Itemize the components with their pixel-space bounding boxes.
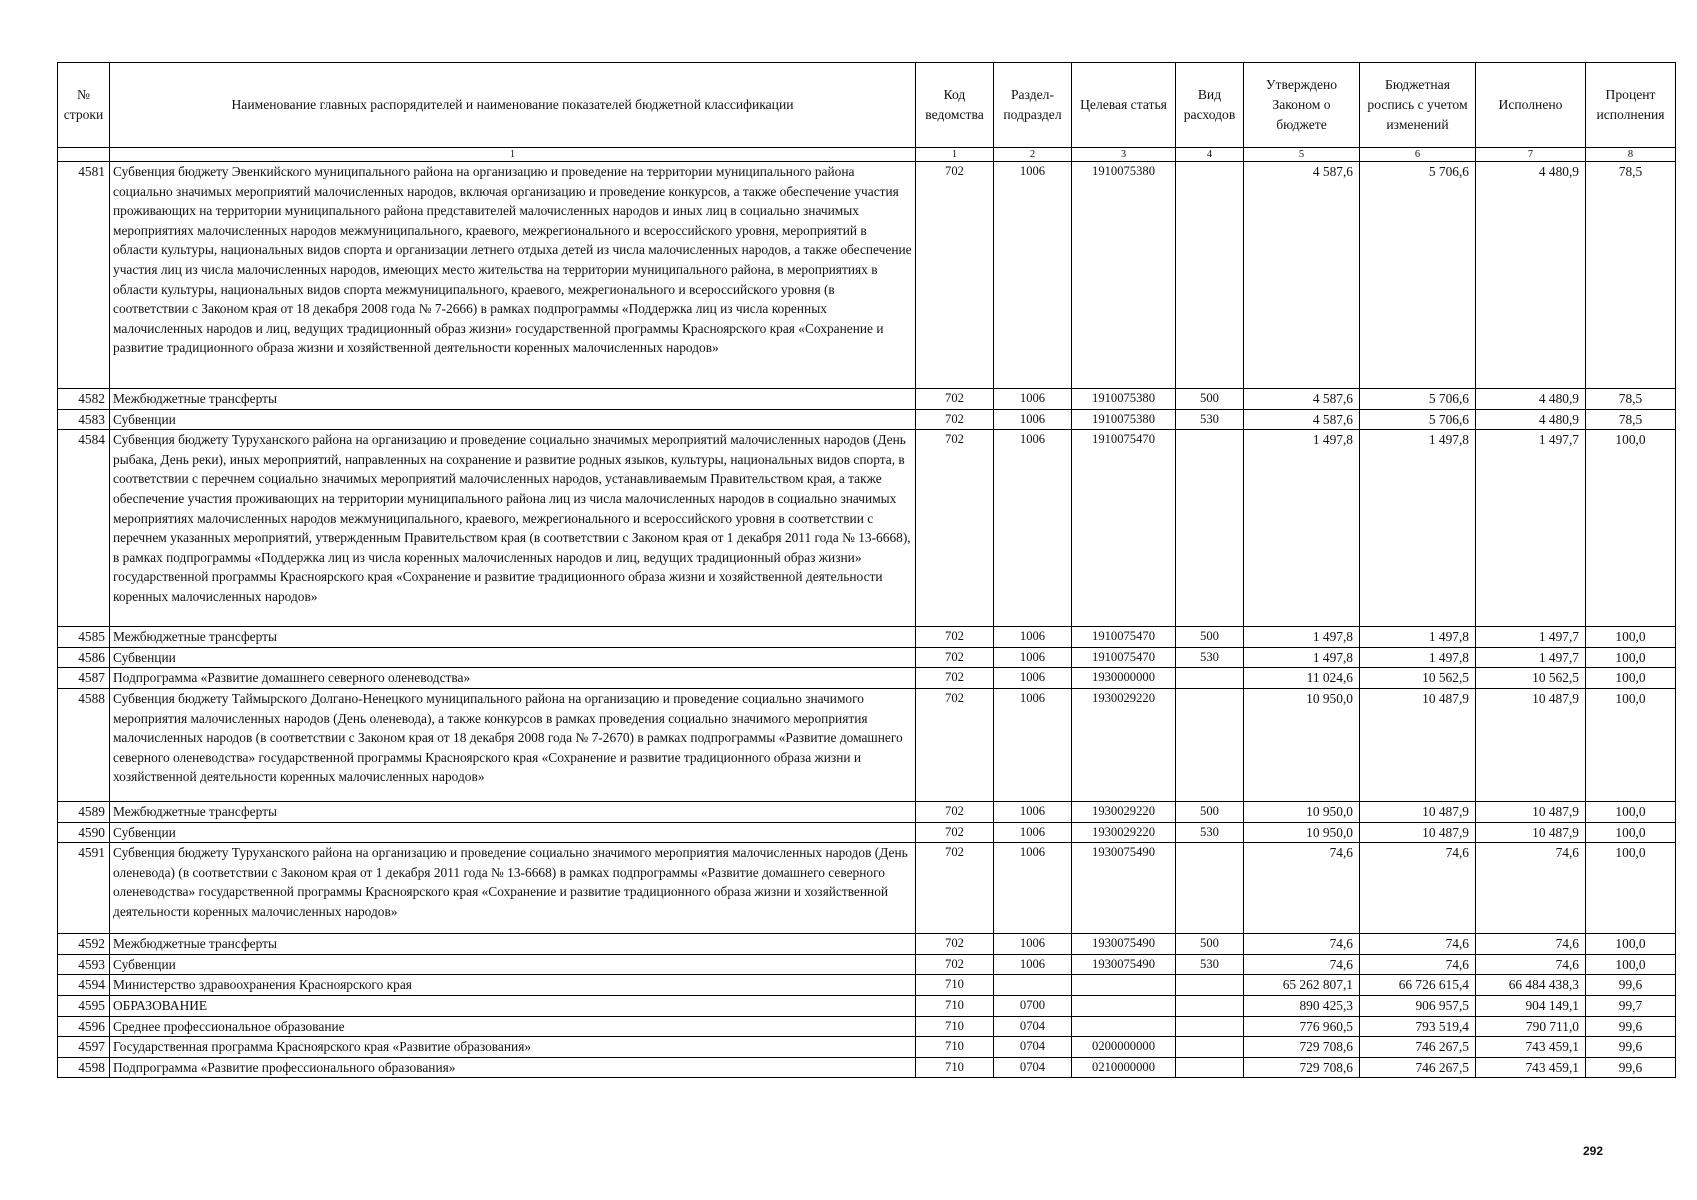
budget-table <box>57 62 1676 1078</box>
target-article: 1910075470 <box>1072 647 1176 668</box>
row-name: Подпрограмма «Развитие профессионального образования» <box>110 1057 916 1078</box>
table-row <box>58 822 1676 843</box>
row-name: Межбюджетные трансферты <box>110 934 916 955</box>
approved-amount: 1 497,8 <box>1244 627 1360 648</box>
executed-amount: 74,6 <box>1476 843 1586 934</box>
dept-code: 702 <box>916 430 994 627</box>
row-name: Субвенции <box>110 409 916 430</box>
row-number: 4581 <box>58 162 110 389</box>
target-article: 1910075470 <box>1072 627 1176 648</box>
executed-amount: 10 487,9 <box>1476 822 1586 843</box>
percent-executed: 78,5 <box>1586 162 1676 389</box>
row-name: ОБРАЗОВАНИЕ <box>110 995 916 1016</box>
executed-amount: 790 711,0 <box>1476 1016 1586 1037</box>
budget-list-amount: 5 706,6 <box>1360 389 1476 410</box>
target-article: 1910075380 <box>1072 409 1176 430</box>
row-name: Субвенции <box>110 822 916 843</box>
expense-type: 500 <box>1176 627 1244 648</box>
executed-amount: 4 480,9 <box>1476 409 1586 430</box>
expense-type <box>1176 975 1244 996</box>
executed-amount: 74,6 <box>1476 934 1586 955</box>
approved-amount: 4 587,6 <box>1244 389 1360 410</box>
table-row <box>58 647 1676 668</box>
row-number: 4592 <box>58 934 110 955</box>
percent-executed: 100,0 <box>1586 954 1676 975</box>
table-row <box>58 389 1676 410</box>
target-article: 1930075490 <box>1072 954 1176 975</box>
column-number: 3 <box>1072 148 1176 162</box>
percent-executed: 99,7 <box>1586 995 1676 1016</box>
percent-executed: 100,0 <box>1586 430 1676 627</box>
table-row <box>58 954 1676 975</box>
target-article: 1910075380 <box>1072 389 1176 410</box>
table-row <box>58 934 1676 955</box>
header-target-article: Целевая статья <box>1072 63 1176 148</box>
percent-executed: 100,0 <box>1586 934 1676 955</box>
column-number: 5 <box>1244 148 1360 162</box>
dept-code: 702 <box>916 954 994 975</box>
row-number: 4593 <box>58 954 110 975</box>
table-row <box>58 409 1676 430</box>
expense-type: 530 <box>1176 822 1244 843</box>
dept-code: 710 <box>916 1016 994 1037</box>
section-code: 1006 <box>994 430 1072 627</box>
row-number: 4594 <box>58 975 110 996</box>
approved-amount: 10 950,0 <box>1244 801 1360 822</box>
row-name: Субвенции <box>110 647 916 668</box>
dept-code: 702 <box>916 934 994 955</box>
percent-executed: 99,6 <box>1586 1057 1676 1078</box>
target-article: 1930029220 <box>1072 822 1176 843</box>
page-number: 292 <box>1583 1144 1604 1158</box>
percent-executed: 99,6 <box>1586 1016 1676 1037</box>
target-article: 1930075490 <box>1072 843 1176 934</box>
row-number: 4595 <box>58 995 110 1016</box>
budget-list-amount: 10 487,9 <box>1360 822 1476 843</box>
row-number: 4597 <box>58 1037 110 1058</box>
section-code: 1006 <box>994 688 1072 801</box>
budget-list-amount: 1 497,8 <box>1360 430 1476 627</box>
table-row <box>58 430 1676 627</box>
header-executed: Исполнено <box>1476 63 1586 148</box>
executed-amount: 4 480,9 <box>1476 389 1586 410</box>
percent-executed: 99,6 <box>1586 975 1676 996</box>
budget-list-amount: 10 487,9 <box>1360 801 1476 822</box>
expense-type <box>1176 1057 1244 1078</box>
header-budget-list: Бюджетная роспись с учетом изменений <box>1360 63 1476 148</box>
column-number: 1 <box>110 148 916 162</box>
budget-list-amount: 74,6 <box>1360 843 1476 934</box>
percent-executed: 100,0 <box>1586 688 1676 801</box>
approved-amount: 4 587,6 <box>1244 162 1360 389</box>
expense-type: 530 <box>1176 954 1244 975</box>
dept-code: 702 <box>916 822 994 843</box>
approved-amount: 10 950,0 <box>1244 822 1360 843</box>
row-number: 4589 <box>58 801 110 822</box>
row-number: 4587 <box>58 668 110 689</box>
approved-amount: 74,6 <box>1244 843 1360 934</box>
approved-amount: 10 950,0 <box>1244 688 1360 801</box>
expense-type <box>1176 688 1244 801</box>
expense-type <box>1176 843 1244 934</box>
expense-type <box>1176 162 1244 389</box>
budget-list-amount: 1 497,8 <box>1360 647 1476 668</box>
dept-code: 710 <box>916 1057 994 1078</box>
table-row <box>58 801 1676 822</box>
budget-list-amount: 746 267,5 <box>1360 1057 1476 1078</box>
approved-amount: 11 024,6 <box>1244 668 1360 689</box>
dept-code: 702 <box>916 843 994 934</box>
expense-type <box>1176 668 1244 689</box>
section-code: 1006 <box>994 668 1072 689</box>
row-name: Государственная программа Красноярского края «Развитие образования» <box>110 1037 916 1058</box>
executed-amount: 4 480,9 <box>1476 162 1586 389</box>
row-name: Среднее профессиональное образование <box>110 1016 916 1037</box>
header-approved: Утверждено Законом о бюджете <box>1244 63 1360 148</box>
approved-amount: 729 708,6 <box>1244 1057 1360 1078</box>
budget-list-amount: 66 726 615,4 <box>1360 975 1476 996</box>
budget-list-amount: 5 706,6 <box>1360 409 1476 430</box>
executed-amount: 743 459,1 <box>1476 1057 1586 1078</box>
row-name: Межбюджетные трансферты <box>110 627 916 648</box>
header-row-no: № строки <box>58 63 110 148</box>
section-code: 1006 <box>994 409 1072 430</box>
budget-list-amount: 746 267,5 <box>1360 1037 1476 1058</box>
row-number: 4584 <box>58 430 110 627</box>
column-number <box>58 148 110 162</box>
target-article <box>1072 995 1176 1016</box>
target-article: 0200000000 <box>1072 1037 1176 1058</box>
row-name: Субвенция бюджету Туруханского района на организацию и проведение социально значимых мероприятий малочисленных народов (День рыбака, День реки), иных мероприятий, направленных на сохранение и развитие родных языков, культуры, национальных видов спорта, в соответствии с перечнем социально значимых мероприятий малочисленных народов, устанавливаемым Правительством края, а также обеспечение участия проживающих на территории муниципального района лиц из числа малочисленных народов в социально значимых мероприятиях малочисленных народов межмуниципального, краевого, межрегионального и всероссийского уровня в соответствии с перечнем указанных мероприятий, утвержденным Правительством края (в соответствии с Законом края от 1 декабря 2011 года № 13-6668), в рамках подпрограммы «Поддержка лиц из числа коренных малочисленных народов и лиц, ведущих традиционный образ жизни» государственной программы Красноярского края «Сохранение и развитие традиционного образа жизни и хозяйственной деятельности коренных малочисленных народов» <box>110 430 916 627</box>
column-number: 7 <box>1476 148 1586 162</box>
row-number: 4586 <box>58 647 110 668</box>
row-name: Межбюджетные трансферты <box>110 801 916 822</box>
row-number: 4583 <box>58 409 110 430</box>
section-code <box>994 975 1072 996</box>
approved-amount: 1 497,8 <box>1244 430 1360 627</box>
row-name: Подпрограмма «Развитие домашнего северного оленеводства» <box>110 668 916 689</box>
dept-code: 702 <box>916 409 994 430</box>
approved-amount: 776 960,5 <box>1244 1016 1360 1037</box>
row-number: 4582 <box>58 389 110 410</box>
dept-code: 702 <box>916 688 994 801</box>
table-body <box>58 148 1676 1078</box>
row-number: 4588 <box>58 688 110 801</box>
row-number: 4591 <box>58 843 110 934</box>
expense-type: 530 <box>1176 409 1244 430</box>
dept-code: 702 <box>916 162 994 389</box>
row-name: Субвенции <box>110 954 916 975</box>
header-expense-type: Вид расходов <box>1176 63 1244 148</box>
row-name: Субвенция бюджету Туруханского района на организацию и проведение социально значимого мероприятия малочисленных народов (День оленевода) (в соответствии с Законом края от 1 декабря 2011 года № 13-6668) в рамках подпрограммы «Развитие домашнего северного оленеводства» государственной программы Красноярского края «Сохранение и развитие традиционного образа жизни и хозяйственной деятельности коренных малочисленных народов» <box>110 843 916 934</box>
column-number: 1 <box>916 148 994 162</box>
expense-type <box>1176 1037 1244 1058</box>
approved-amount: 65 262 807,1 <box>1244 975 1360 996</box>
dept-code: 702 <box>916 627 994 648</box>
executed-amount: 1 497,7 <box>1476 647 1586 668</box>
approved-amount: 1 497,8 <box>1244 647 1360 668</box>
target-article: 1930029220 <box>1072 801 1176 822</box>
dept-code: 710 <box>916 975 994 996</box>
row-number: 4598 <box>58 1057 110 1078</box>
dept-code: 702 <box>916 668 994 689</box>
section-code: 1006 <box>994 389 1072 410</box>
table-row <box>58 843 1676 934</box>
table-row <box>58 995 1676 1016</box>
target-article: 1910075380 <box>1072 162 1176 389</box>
budget-list-amount: 10 562,5 <box>1360 668 1476 689</box>
section-code: 1006 <box>994 822 1072 843</box>
approved-amount: 74,6 <box>1244 954 1360 975</box>
executed-amount: 10 487,9 <box>1476 801 1586 822</box>
executed-amount: 66 484 438,3 <box>1476 975 1586 996</box>
target-article <box>1072 1016 1176 1037</box>
table-row <box>58 688 1676 801</box>
target-article: 1930029220 <box>1072 688 1176 801</box>
section-code: 0704 <box>994 1016 1072 1037</box>
table-row <box>58 1057 1676 1078</box>
table-row <box>58 1016 1676 1037</box>
row-name: Субвенция бюджету Эвенкийского муниципального района на организацию и проведение на территории муниципального района социально значимых мероприятий малочисленных народов, включая организацию и проведение конкурсов, а также обеспечение участия проживающих на территории муниципального района представителей малочисленных народов и иных лиц в социально значимых мероприятиях малочисленных народов межмуниципального, краевого, межрегионального и всероссийского уровня, мероприятий в области культуры, национальных видов спорта и организации летнего отдыха детей из числа малочисленных народов, а также обеспечение участия лиц из числа малочисленных народов, имеющих место жительства на территории муниципального района, в мероприятиях в области культуры, национальных видов спорта межмуниципального, краевого, межрегионального и всероссийского уровня (в соответствии с Законом края от 18 декабря 2008 года № 7-2666) в рамках подпрограммы «Поддержка лиц из числа коренных малочисленных народов и лиц, ведущих традиционный образ жизни» государственной программы Красноярского края «Сохранение и развитие традиционного образа жизни и хозяйственной деятельности коренных малочисленных народов» <box>110 162 916 389</box>
column-number-row <box>58 148 1676 162</box>
header-name: Наименование главных распорядителей и наименование показателей бюджетной классификации <box>110 63 916 148</box>
budget-list-amount: 906 957,5 <box>1360 995 1476 1016</box>
dept-code: 702 <box>916 647 994 668</box>
percent-executed: 100,0 <box>1586 843 1676 934</box>
executed-amount: 904 149,1 <box>1476 995 1586 1016</box>
row-name: Министерство здравоохранения Красноярского края <box>110 975 916 996</box>
section-code: 1006 <box>994 627 1072 648</box>
target-article: 1930075490 <box>1072 934 1176 955</box>
table-row <box>58 627 1676 648</box>
section-code: 1006 <box>994 954 1072 975</box>
section-code: 1006 <box>994 647 1072 668</box>
dept-code: 702 <box>916 801 994 822</box>
percent-executed: 100,0 <box>1586 801 1676 822</box>
percent-executed: 78,5 <box>1586 409 1676 430</box>
table-row <box>58 162 1676 389</box>
column-number: 8 <box>1586 148 1676 162</box>
percent-executed: 78,5 <box>1586 389 1676 410</box>
budget-list-amount: 1 497,8 <box>1360 627 1476 648</box>
section-code: 1006 <box>994 934 1072 955</box>
row-number: 4590 <box>58 822 110 843</box>
percent-executed: 100,0 <box>1586 668 1676 689</box>
section-code: 0704 <box>994 1037 1072 1058</box>
executed-amount: 74,6 <box>1476 954 1586 975</box>
expense-type: 500 <box>1176 801 1244 822</box>
target-article <box>1072 975 1176 996</box>
expense-type: 500 <box>1176 389 1244 410</box>
expense-type <box>1176 1016 1244 1037</box>
target-article: 1910075470 <box>1072 430 1176 627</box>
budget-list-amount: 793 519,4 <box>1360 1016 1476 1037</box>
row-number: 4585 <box>58 627 110 648</box>
expense-type <box>1176 995 1244 1016</box>
budget-list-amount: 10 487,9 <box>1360 688 1476 801</box>
row-name: Субвенция бюджету Таймырского Долгано-Ненецкого муниципального района на организацию и проведение социально значимого мероприятия малочисленных народов (День оленевода), а также конкурсов в рамках проведения социально значимого мероприятия малочисленных народов (в соответствии с Законом края от 18 декабря 2008 года № 7-2670) в рамках подпрограммы «Развитие домашнего северного оленеводства» государственной программы Красноярского края «Сохранение и развитие традиционного образа жизни и хозяйственной деятельности коренных малочисленных народов» <box>110 688 916 801</box>
target-article: 0210000000 <box>1072 1057 1176 1078</box>
column-number: 4 <box>1176 148 1244 162</box>
header-section: Раздел-подраздел <box>994 63 1072 148</box>
approved-amount: 4 587,6 <box>1244 409 1360 430</box>
target-article: 1930000000 <box>1072 668 1176 689</box>
percent-executed: 100,0 <box>1586 822 1676 843</box>
column-number: 2 <box>994 148 1072 162</box>
approved-amount: 890 425,3 <box>1244 995 1360 1016</box>
expense-type: 530 <box>1176 647 1244 668</box>
executed-amount: 1 497,7 <box>1476 627 1586 648</box>
percent-executed: 100,0 <box>1586 627 1676 648</box>
column-number: 6 <box>1360 148 1476 162</box>
percent-executed: 100,0 <box>1586 647 1676 668</box>
header-row <box>58 63 1676 148</box>
section-code: 0700 <box>994 995 1072 1016</box>
budget-list-amount: 74,6 <box>1360 934 1476 955</box>
budget-list-amount: 74,6 <box>1360 954 1476 975</box>
section-code: 1006 <box>994 801 1072 822</box>
header-percent: Процент исполнения <box>1586 63 1676 148</box>
executed-amount: 1 497,7 <box>1476 430 1586 627</box>
row-number: 4596 <box>58 1016 110 1037</box>
dept-code: 710 <box>916 1037 994 1058</box>
executed-amount: 10 487,9 <box>1476 688 1586 801</box>
table-row <box>58 975 1676 996</box>
section-code: 1006 <box>994 843 1072 934</box>
executed-amount: 743 459,1 <box>1476 1037 1586 1058</box>
approved-amount: 74,6 <box>1244 934 1360 955</box>
dept-code: 710 <box>916 995 994 1016</box>
table-row <box>58 1037 1676 1058</box>
dept-code: 702 <box>916 389 994 410</box>
section-code: 1006 <box>994 162 1072 389</box>
section-code: 0704 <box>994 1057 1072 1078</box>
table-row <box>58 668 1676 689</box>
expense-type: 500 <box>1176 934 1244 955</box>
executed-amount: 10 562,5 <box>1476 668 1586 689</box>
budget-list-amount: 5 706,6 <box>1360 162 1476 389</box>
expense-type <box>1176 430 1244 627</box>
header-dept-code: Код ведомства <box>916 63 994 148</box>
percent-executed: 99,6 <box>1586 1037 1676 1058</box>
approved-amount: 729 708,6 <box>1244 1037 1360 1058</box>
row-name: Межбюджетные трансферты <box>110 389 916 410</box>
